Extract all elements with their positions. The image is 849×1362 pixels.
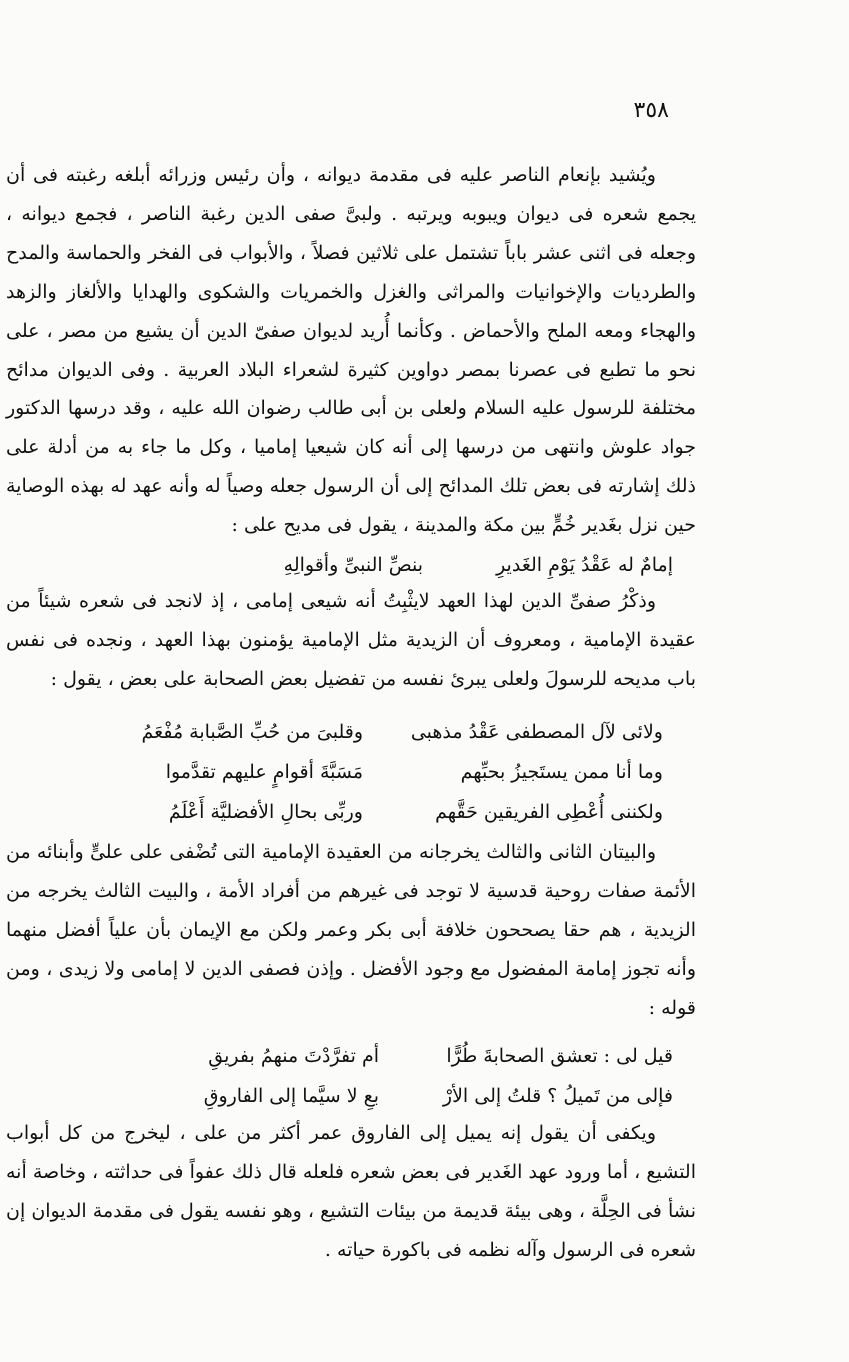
hemistich-first: ولائى لآل المصطفى عَقْدُ مذهبى [410,721,663,743]
hemistich-second: بعِ لا سيَّما إلى الفاروقِ [203,1085,379,1107]
hemistich-second: مَسَبَّةَ أقوامٍ عليهم تقدَّموا [165,761,363,783]
hemistich-first: ولكننى أُعْطِى الفريقين حَقَّهم [435,801,663,823]
hemistich-first: إمامٌ له عَقْدُ يَوْمِ الغَديرِ [496,554,673,576]
verse-3-1 [113,1036,673,1076]
paragraph-4-text: ويكفى أن يقول إنه يميل إلى الفاروق عمر أكثر من على ، ليخرج من كل أبواب التشيع ، أما ورود عهد الغَدير فى بعض شعره فلعله قال ذلك عفواً فى حداثته ، وخاصة أنه نشأ فى الحِلَّة ، وهى بيئة قديمة من بيئات التشيع ، وهو نفسه يقول فى مقدمة الديوان إن شعره فى الرسول وآله نظمه فى باكورة حياته . [6,1122,696,1261]
paragraph-4 [6,1114,696,1270]
paragraph-3-text: والبيتان الثانى والثالث يخرجانه من العقيدة الإمامية التى تُضْفى على علىٍّ وأبنائه من الأئمة صفات روحية قدسية لا توجد فى غيرهم من أفراد الأمة ، والبيت الثالث يخرجه من الزيدية ، هم حقا يصححون خلافة أبى بكر وعمر ولكن مع الإيمان بأن علياً أفضل منهما وأنه تجوز إمامة المفضول مع وجود الأفضل . وإذن فصفى الدين لا إمامى ولا زيدى ، ومن قوله : [6,841,696,1019]
verse-2-3 [103,792,663,832]
paragraph-1-text: ويُشيد بإنعام الناصر عليه فى مقدمة ديوانه ، وأن رئيس وزرائه أبلغه رغبته فى أن يجمع شعره فى ديوان ويبوبه ويرتبه . ولبىَّ صفى الدين رغبة الناصر ، فجمع ديوانه ، وجعله فى اثنى عشر باباً تشتمل على ثلاثين فصلاً ، والأبواب فى الفخر والحماسة والمدح والطرديات والإخوانيات والمراثى والغزل والخمريات والشكوى والهدايا والألغاز والزهد والهجاء ومعه الملح والأحماض . وكأنما أُريد لديوان صفىّ الدين أن يشيع من مصر ، على نحو ما تطبع فى عصرنا بمصر دواوين كثيرة لشعراء البلاد العربية . وفى الديوان مدائح مختلفة للرسول عليه السلام ولعلى بن أبى طالب رضوان الله عليه ، وقد درسها الدكتور جواد علوش وانتهى من درسها إلى أنه كان شيعيا إماميا ، وكل ما جاء به من أدلة على ذلك إشارته فى بعض تلك المدائح إلى أن الرسول جعله وصياً له وأنه عهد له بهذه الوصاية حين نزل بغَدير خُمٍّ بين مكة والمدينة ، يقول فى مديح على : [6,164,696,537]
paragraph-3 [6,833,696,1028]
verse-1-1 [173,545,673,585]
page-number: ٣٥٨ [633,98,669,123]
verse-2-2 [103,752,663,792]
hemistich-first: فإلى من تَميلُ ؟ قلتُ إلى الأرْ [442,1085,673,1107]
paragraph-2 [6,582,696,699]
verse-2-1 [103,712,663,752]
poem-3 [113,1036,673,1116]
poem-1 [173,545,673,585]
hemistich-second: وربِّى بحالِ الأفضليَّة أَعْلَمُ [168,801,363,823]
hemistich-second: وقلبىَ من حُبِّ الصَّبابة مُفْعَمُ [141,721,363,743]
poem-2 [103,712,663,832]
verse-3-2 [113,1076,673,1116]
paragraph-1 [6,156,696,545]
hemistich-second: بنصِّ النبىِّ وأقوالِهِ [283,554,423,576]
hemistich-first: قيل لى : تعشق الصحابةَ طُرًّا [446,1045,673,1067]
hemistich-first: وما أنا ممن يستَجيزُ بحبِّهم [460,761,663,783]
hemistich-second: أم تفرَّدْتَ منهمُ بفريقِ [208,1045,379,1067]
paragraph-2-text: وذكْرُ صفىِّ الدين لهذا العهد لايثْبِتُ أنه شيعى إمامى ، إذ لانجد فى شعره شيئاً من عقيدة الإمامية ، ومعروف أن الزيدية مثل الإمامية يؤمنون بهذا العهد ، ونجده فى نفس باب مديحه للرسولَ ولعلى يبرئ نفسه من تفضيل بعض الصحابة على بعض ، يقول : [6,590,696,690]
